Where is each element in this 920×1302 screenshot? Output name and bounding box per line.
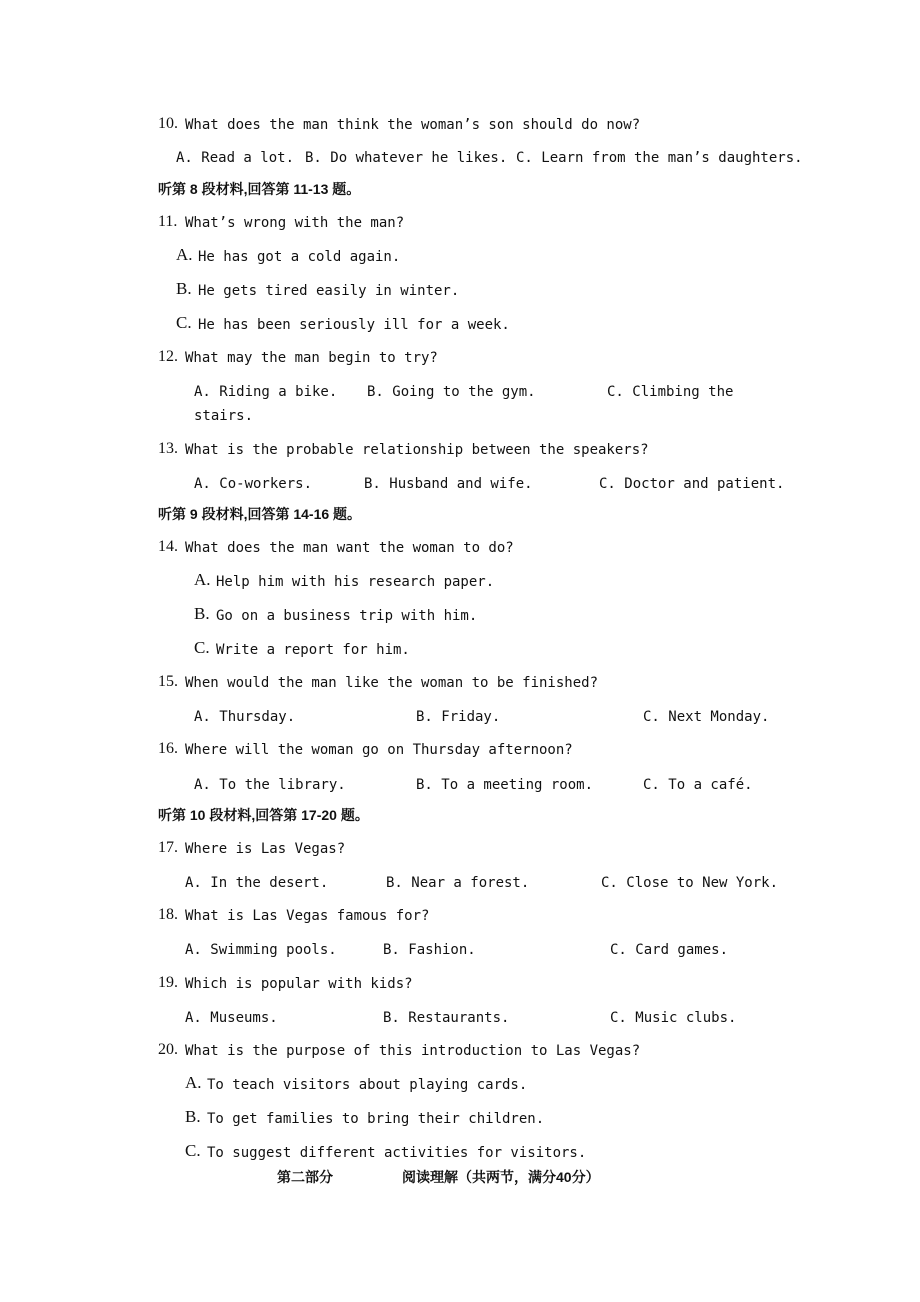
- option-b: B. Going to the gym.: [367, 384, 536, 400]
- question-text: What may the man begin to try?: [185, 350, 438, 366]
- option-c: C. Card games.: [610, 942, 729, 958]
- option-c: C. Next Monday.: [643, 709, 770, 725]
- option-b: B. Restaurants.: [383, 1010, 510, 1026]
- question-number: 14.: [158, 538, 178, 555]
- question-text: What does the man think the woman’s son should do now?: [185, 117, 641, 133]
- option-b-mark: B.: [176, 279, 192, 298]
- question-text: What is the probable relationship between the speakers?: [185, 442, 649, 458]
- question-number: 17.: [158, 839, 178, 856]
- question-text: Where will the woman go on Thursday afternoon?: [185, 742, 573, 758]
- option-b: Go on a business trip with him.: [216, 608, 478, 624]
- option-a: A. Riding a bike.: [194, 384, 338, 400]
- option-c: C. Music clubs.: [610, 1010, 737, 1026]
- option-c: To suggest different activities for visitors.: [207, 1145, 587, 1161]
- option-a: A. Museums.: [185, 1010, 278, 1026]
- question-number: 20.: [158, 1041, 178, 1058]
- question-number: 13.: [158, 440, 178, 457]
- option-a-mark: A.: [194, 570, 211, 589]
- option-a: A. Co-workers.: [194, 476, 313, 492]
- section-heading-8: 听第 8 段材料,回答第 11-13 题。: [158, 181, 361, 197]
- option-b: He gets tired easily in winter.: [198, 283, 460, 299]
- option-a: Help him with his research paper.: [216, 574, 495, 590]
- option-c-mark: C.: [194, 638, 210, 657]
- part-two-label: 第二部分: [277, 1169, 333, 1185]
- question-number: 18.: [158, 906, 178, 923]
- option-a-mark: A.: [185, 1073, 202, 1092]
- question-text: Which is popular with kids?: [185, 976, 413, 992]
- option-a: He has got a cold again.: [198, 249, 401, 265]
- option-c: He has been seriously ill for a week.: [198, 317, 510, 333]
- question-number: 12.: [158, 348, 178, 365]
- option-a: A. In the desert.: [185, 875, 329, 891]
- option-c: C. Learn from the man’s daughters.: [516, 150, 803, 166]
- question-text: What is the purpose of this introduction to Las Vegas?: [185, 1043, 641, 1059]
- option-a-mark: A.: [176, 245, 193, 264]
- question-text: What’s wrong with the man?: [185, 215, 405, 231]
- question-text: What is Las Vegas famous for?: [185, 908, 430, 924]
- option-a: A. Swimming pools.: [185, 942, 337, 958]
- option-a: A. Thursday.: [194, 709, 296, 725]
- question-text: What does the man want the woman to do?: [185, 540, 514, 556]
- option-b: B. Husband and wife.: [364, 476, 533, 492]
- option-c: C. Doctor and patient.: [599, 476, 785, 492]
- option-b: B. Do whatever he likes.: [305, 150, 508, 166]
- option-b: To get families to bring their children.: [207, 1111, 545, 1127]
- question-text: Where is Las Vegas?: [185, 841, 346, 857]
- question-number: 11.: [158, 213, 178, 230]
- option-c: C. Close to New York.: [601, 875, 779, 891]
- question-number: 10.: [158, 115, 178, 132]
- question-number: 15.: [158, 673, 178, 690]
- option-c: C. To a café.: [643, 777, 753, 793]
- option-a: A. To the library.: [194, 777, 346, 793]
- option-c-mark: C.: [185, 1141, 201, 1160]
- part-two-title: 阅读理解（共两节，满分40分）: [402, 1169, 600, 1185]
- option-b: B. Friday.: [416, 709, 501, 725]
- question-text: When would the man like the woman to be finished?: [185, 675, 599, 691]
- option-b: B. Fashion.: [383, 942, 476, 958]
- option-c-mark: C.: [176, 313, 192, 332]
- option-b-mark: B.: [185, 1107, 201, 1126]
- option-a: To teach visitors about playing cards.: [207, 1077, 528, 1093]
- option-b: B. To a meeting room.: [416, 777, 594, 793]
- option-b-mark: B.: [194, 604, 210, 623]
- question-number: 19.: [158, 974, 178, 991]
- option-a: A. Read a lot.: [176, 150, 295, 166]
- section-heading-9: 听第 9 段材料,回答第 14-16 题。: [158, 506, 362, 522]
- option-c-continued: stairs.: [194, 408, 254, 424]
- option-b: B. Near a forest.: [386, 875, 530, 891]
- option-c: C. Climbing the: [607, 384, 734, 400]
- section-heading-10: 听第 10 段材料,回答第 17-20 题。: [158, 807, 369, 823]
- question-number: 16.: [158, 740, 178, 757]
- option-c: Write a report for him.: [216, 642, 410, 658]
